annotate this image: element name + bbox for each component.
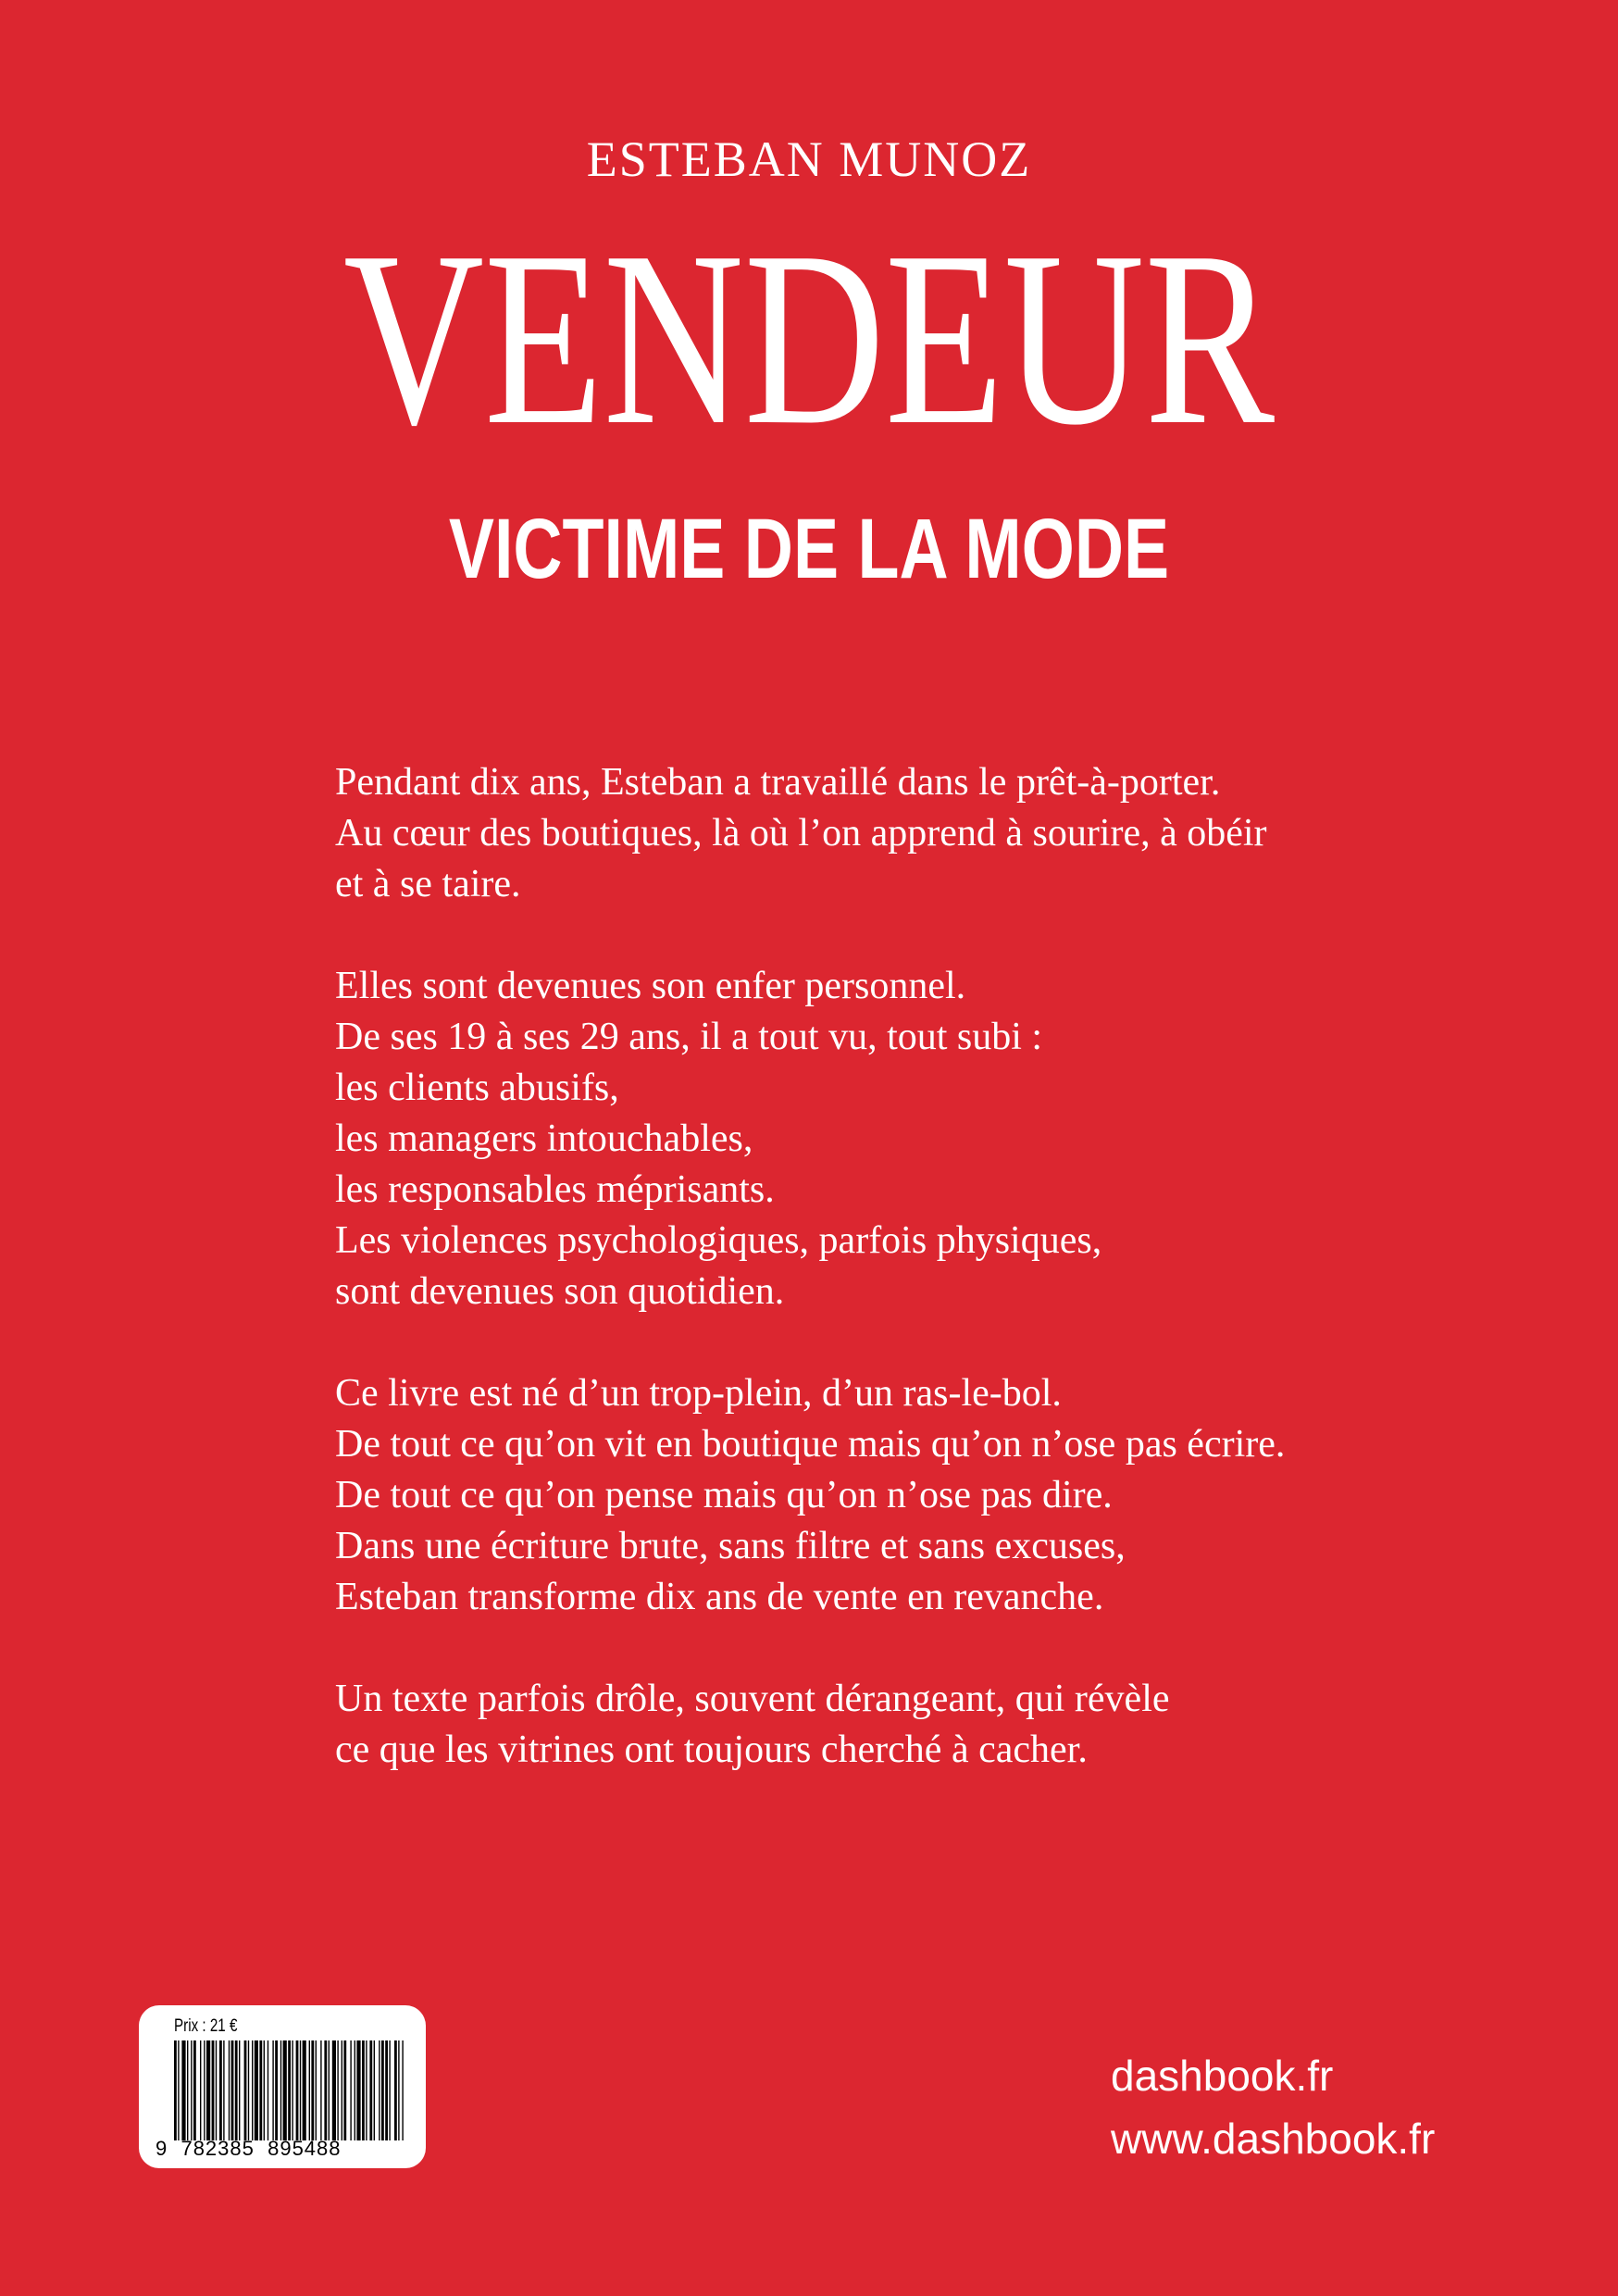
blurb-paragraph <box>335 1674 1538 1776</box>
barcode-bar <box>288 2040 291 2140</box>
barcode-bar <box>244 2040 247 2140</box>
publisher-website-full[interactable]: www.dashbook.fr <box>1111 2115 1436 2163</box>
barcode-bar <box>389 2040 390 2140</box>
barcode-bar <box>329 2040 330 2140</box>
barcode-bar <box>381 2040 384 2140</box>
barcode-label <box>139 2005 426 2168</box>
barcode-bar <box>398 2040 399 2140</box>
blurb-text <box>335 757 1538 1827</box>
barcode-bar <box>212 2040 215 2140</box>
barcode-bar <box>311 2040 314 2140</box>
barcode-bar <box>216 2040 217 2140</box>
blurb-line: De tout ce qu’on pense mais qu’on n’ose pas dire. <box>335 1474 1113 1516</box>
barcode-bar <box>385 2040 388 2140</box>
publisher-website[interactable]: dashbook.fr <box>1111 2052 1334 2100</box>
barcode-bar <box>223 2040 224 2140</box>
barcode-bar <box>356 2040 360 2140</box>
blurb-line: Esteban transforme dix ans de vente en revanche. <box>335 1576 1104 1618</box>
barcode-bar <box>366 2040 367 2140</box>
barcode-bar <box>337 2040 338 2140</box>
blurb-paragraph <box>335 757 1538 910</box>
barcode-bar <box>362 2040 365 2140</box>
barcode-bar <box>275 2040 278 2140</box>
blurb-paragraph <box>335 1368 1538 1623</box>
blurb-line: Un texte parfois drôle, souvent dérangeant, qui révèle <box>335 1678 1170 1720</box>
barcode-bar <box>379 2040 380 2140</box>
barcode-bar <box>264 2040 265 2140</box>
barcode-bar <box>300 2040 301 2140</box>
barcode-bar <box>187 2040 188 2140</box>
barcode-bar <box>303 2040 306 2140</box>
blurb-line: sont devenues son quotidien. <box>335 1270 785 1313</box>
blurb-line: Pendant dix ans, Esteban a travaillé dans le prêt-à-porter. <box>335 761 1221 804</box>
barcode-bar <box>369 2040 372 2140</box>
barcode-bar <box>178 2040 179 2140</box>
blurb-line: et à se taire. <box>335 863 521 905</box>
barcode-bar <box>324 2040 327 2140</box>
barcode-bar <box>248 2040 249 2140</box>
barcode-bar <box>343 2040 346 2140</box>
barcode-bar <box>206 2040 210 2140</box>
barcode-bar <box>283 2040 287 2140</box>
barcode-bar <box>272 2040 273 2140</box>
blurb-line: De tout ce qu’on vit en boutique mais qu’on n’ose pas écrire. <box>335 1423 1286 1466</box>
price-label: Prix : 21 € <box>174 2016 238 2036</box>
isbn-number: 9 782385 895488 <box>156 2137 342 2160</box>
barcode-bar <box>374 2040 375 2140</box>
barcode-bar <box>235 2040 238 2140</box>
blurb-paragraph <box>335 961 1538 1317</box>
blurb-line: Elles sont devenues son enfer personnel. <box>335 965 966 1007</box>
isbn-barcode <box>174 2040 404 2140</box>
blurb-line: les managers intouchables, <box>335 1117 753 1160</box>
barcode-bar <box>296 2040 299 2140</box>
blurb-line: De ses 19 à ses 29 ans, il a tout vu, tout subi : <box>335 1016 1043 1058</box>
barcode-bar <box>231 2040 234 2140</box>
blurb-line: Au cœur des boutiques, là où l’on apprend à sourire, à obéir <box>335 812 1267 855</box>
barcode-bar <box>332 2040 336 2140</box>
barcode-bar <box>259 2040 262 2140</box>
barcode-bar <box>193 2040 196 2140</box>
barcode-bar <box>320 2040 321 2140</box>
blurb-line: Dans une écriture brute, sans filtre et sans excuses, <box>335 1525 1126 1567</box>
barcode-bar <box>309 2040 310 2140</box>
book-title: VENDEUR <box>342 200 1276 477</box>
barcode-bar <box>229 2040 230 2140</box>
barcode-bar <box>255 2040 258 2140</box>
barcode-bar <box>280 2040 281 2140</box>
blurb-line: les responsables méprisants. <box>335 1168 775 1211</box>
barcode-bar <box>239 2040 240 2140</box>
barcode-bar <box>402 2040 403 2140</box>
barcode-bar <box>350 2040 351 2140</box>
blurb-line: ce que les vitrines ont toujours cherché à cacher. <box>335 1728 1088 1771</box>
author-name: ESTEBAN MUNOZ <box>586 131 1032 187</box>
barcode-bar <box>200 2040 201 2140</box>
blurb-line: Les violences psychologiques, parfois physiques, <box>335 1219 1102 1262</box>
barcode-bar <box>204 2040 205 2140</box>
barcode-bar <box>394 2040 397 2140</box>
barcode-bar <box>252 2040 253 2140</box>
barcode-bar <box>316 2040 317 2140</box>
blurb-line: les clients abusifs, <box>335 1067 619 1109</box>
barcode-bar <box>174 2040 177 2140</box>
blurb-line: Ce livre est né d’un trop-plein, d’un ras-le-bol. <box>335 1372 1062 1415</box>
barcode-bar <box>181 2040 185 2140</box>
barcode-bar <box>219 2040 222 2140</box>
book-subtitle: VICTIME DE LA MODE <box>448 502 1170 596</box>
barcode-bar <box>191 2040 192 2140</box>
